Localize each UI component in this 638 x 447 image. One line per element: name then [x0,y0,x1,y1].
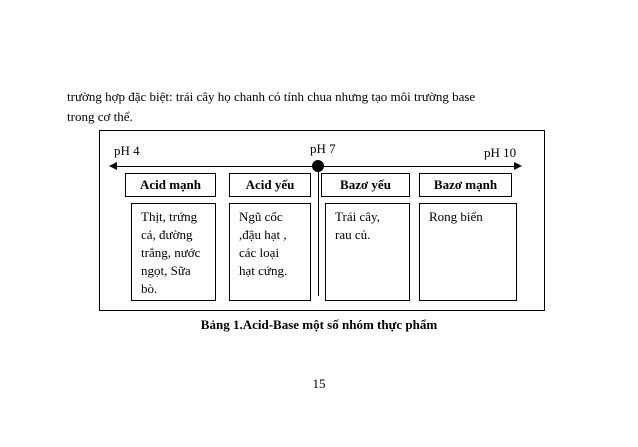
page-number: 15 [312,376,326,391]
food-item: ngọt, Sữa [141,263,191,278]
ph-right-label: pH 10 [484,145,517,160]
neutral-point-marker [312,160,324,172]
food-item: các loại [239,245,280,260]
food-item: Rong biển [429,209,483,224]
food-item: ,đậu hạt , [239,227,287,242]
header-acid-weak: Acid yếu [229,173,311,197]
food-item: cá, đường [141,227,193,242]
arrow-left-icon [109,162,117,170]
food-item: Trái cây, [335,209,380,224]
ph-left-label: pH 4 [114,143,140,158]
foods-acid-strong [131,203,216,301]
food-item: Thịt, trứng [141,209,198,224]
foods-acid-weak [229,203,311,301]
paragraph-line: trong cơ thể. [67,109,133,124]
food-item: rau củ. [335,227,371,242]
paragraph-line: trường hợp đặc biệt: trái cây họ chanh có tính chua nhưng tạo môi trường base [67,89,476,104]
ph-mid-label: pH 7 [310,141,336,156]
neutral-divider [318,170,319,296]
header-acid-strong: Acid mạnh [125,173,216,197]
food-item: bò. [141,281,158,296]
header-base-strong: Bazơ mạnh [419,173,512,197]
food-item: Ngũ cốc [239,209,283,224]
food-item: trắng, nước [141,245,201,260]
foods-base-weak [325,203,410,301]
table-caption: Bảng 1.Acid-Base một số nhóm thực phẩm [200,317,438,332]
arrow-right-icon [514,162,522,170]
food-item: hạt cứng. [239,263,288,278]
header-base-weak: Bazơ yếu [321,173,410,197]
foods-base-strong [419,203,517,301]
